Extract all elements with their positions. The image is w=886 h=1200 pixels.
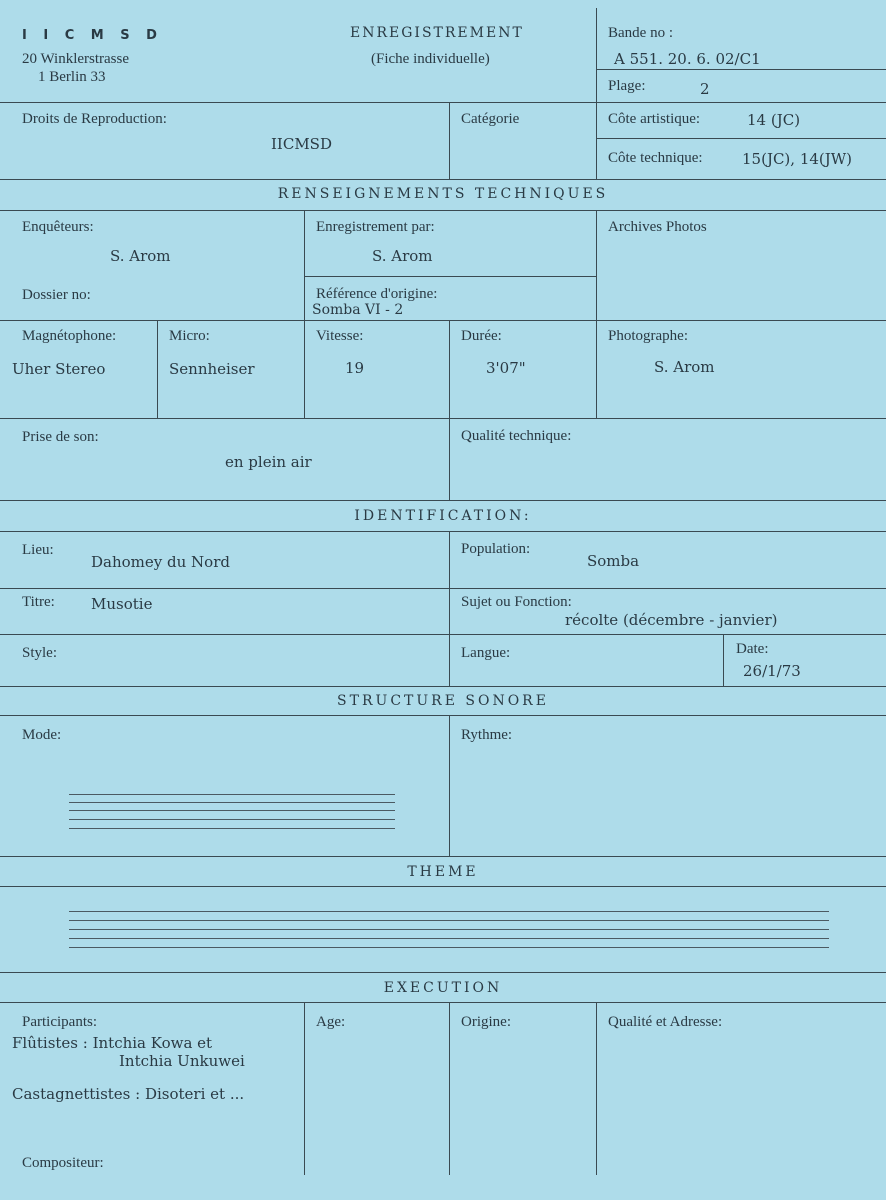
divider — [0, 686, 886, 687]
divider — [723, 634, 724, 686]
divider — [449, 320, 450, 418]
archives-photos-label: Archives Photos — [608, 219, 707, 235]
cote-artistique-label: Côte artistique: — [608, 111, 701, 127]
divider — [0, 634, 886, 635]
prise-de-son-label: Prise de son: — [22, 429, 99, 445]
mode-label: Mode: — [22, 727, 62, 743]
divider — [0, 1002, 886, 1003]
divider — [0, 715, 886, 716]
divider — [449, 102, 450, 179]
form-title: ENREGISTREMENT — [350, 25, 524, 41]
lieu-label: Lieu: — [22, 542, 54, 558]
divider — [0, 320, 886, 321]
divider — [449, 1002, 450, 1175]
micro-label: Micro: — [169, 328, 210, 344]
participants-label: Participants: — [22, 1014, 97, 1030]
enregistrement-par-value: S. Arom — [372, 247, 433, 265]
plage-value: 2 — [700, 80, 710, 98]
droits-value: IICMSD — [271, 135, 332, 153]
dossier-label: Dossier no: — [22, 287, 91, 303]
divider — [596, 138, 886, 139]
reference-value: Somba VI - 2 — [312, 302, 404, 318]
flutistes-line-1: Flûtistes : Intchia Kowa et — [12, 1034, 213, 1052]
duree-label: Durée: — [461, 328, 502, 344]
plage-label: Plage: — [608, 78, 646, 94]
divider — [0, 972, 886, 973]
micro-value: Sennheiser — [169, 360, 255, 378]
bande-label: Bande no : — [608, 25, 673, 41]
section-title-structure: STRUCTURE SONORE — [337, 693, 549, 709]
divider — [449, 418, 450, 500]
date-value: 26/1/73 — [743, 662, 801, 680]
divider — [0, 531, 886, 532]
rythme-label: Rythme: — [461, 727, 513, 743]
section-title-technique: RENSEIGNEMENTS TECHNIQUES — [277, 186, 609, 202]
divider — [304, 210, 305, 418]
sujet-label: Sujet ou Fonction: — [461, 594, 572, 610]
section-title-identification: IDENTIFICATION: — [354, 508, 532, 524]
enqueteurs-value: S. Arom — [110, 247, 171, 265]
magnetophone-value: Uher Stereo — [12, 360, 106, 378]
enregistrement-par-label: Enregistrement par: — [316, 219, 435, 235]
cote-technique-value: 15(JC), 14(JW) — [742, 150, 853, 168]
vitesse-value: 19 — [345, 359, 365, 377]
divider — [596, 1002, 597, 1175]
compositeur-label: Compositeur: — [22, 1155, 104, 1171]
population-value: Somba — [587, 552, 640, 570]
cote-technique-label: Côte technique: — [608, 150, 703, 166]
divider — [449, 715, 450, 856]
divider — [596, 8, 597, 179]
enqueteurs-label: Enquêteurs: — [22, 219, 94, 235]
qualite-technique-label: Qualité technique: — [461, 428, 572, 444]
origine-label: Origine: — [461, 1014, 511, 1030]
divider — [304, 276, 596, 277]
categorie-label: Catégorie — [461, 111, 520, 127]
divider — [0, 856, 886, 857]
org-name: I I C M S D — [22, 28, 163, 43]
duree-value: 3'07" — [486, 359, 526, 377]
photographe-label: Photographe: — [608, 328, 688, 344]
qualite-adresse-label: Qualité et Adresse: — [608, 1014, 723, 1030]
section-title-theme: THEME — [407, 864, 479, 880]
prise-de-son-value: en plein air — [225, 453, 312, 471]
style-label: Style: — [22, 645, 58, 661]
divider — [0, 588, 886, 589]
cote-artistique-value: 14 (JC) — [747, 111, 801, 129]
vitesse-label: Vitesse: — [316, 328, 364, 344]
divider — [596, 210, 597, 418]
photographe-value: S. Arom — [654, 358, 715, 376]
population-label: Population: — [461, 541, 531, 557]
droits-label: Droits de Reproduction: — [22, 111, 167, 127]
sujet-value: récolte (décembre - janvier) — [565, 611, 778, 629]
divider — [0, 210, 886, 211]
address-line-1: 20 Winklerstrasse — [22, 51, 130, 67]
bande-value: A 551. 20. 6. 02/C1 — [614, 50, 761, 68]
titre-label: Titre: — [22, 594, 55, 610]
divider — [304, 1002, 305, 1175]
langue-label: Langue: — [461, 645, 511, 661]
reference-label: Référence d'origine: — [316, 286, 438, 302]
divider — [449, 531, 450, 686]
castagnettistes: Castagnettistes : Disoteri et ... — [12, 1085, 245, 1103]
titre-value: Musotie — [91, 595, 153, 613]
address-line-2: 1 Berlin 33 — [38, 69, 106, 85]
age-label: Age: — [316, 1014, 346, 1030]
lieu-value: Dahomey du Nord — [91, 553, 230, 571]
divider — [0, 418, 886, 419]
flutistes-line-2: Intchia Unkuwei — [119, 1052, 245, 1070]
divider — [0, 102, 886, 103]
divider — [157, 320, 158, 418]
divider — [0, 886, 886, 887]
form-subtitle: (Fiche individuelle) — [371, 51, 490, 67]
divider — [0, 179, 886, 180]
divider — [596, 69, 886, 70]
magnetophone-label: Magnétophone: — [22, 328, 117, 344]
section-title-execution: EXECUTION — [383, 980, 503, 996]
divider — [0, 500, 886, 501]
date-label: Date: — [736, 641, 769, 657]
